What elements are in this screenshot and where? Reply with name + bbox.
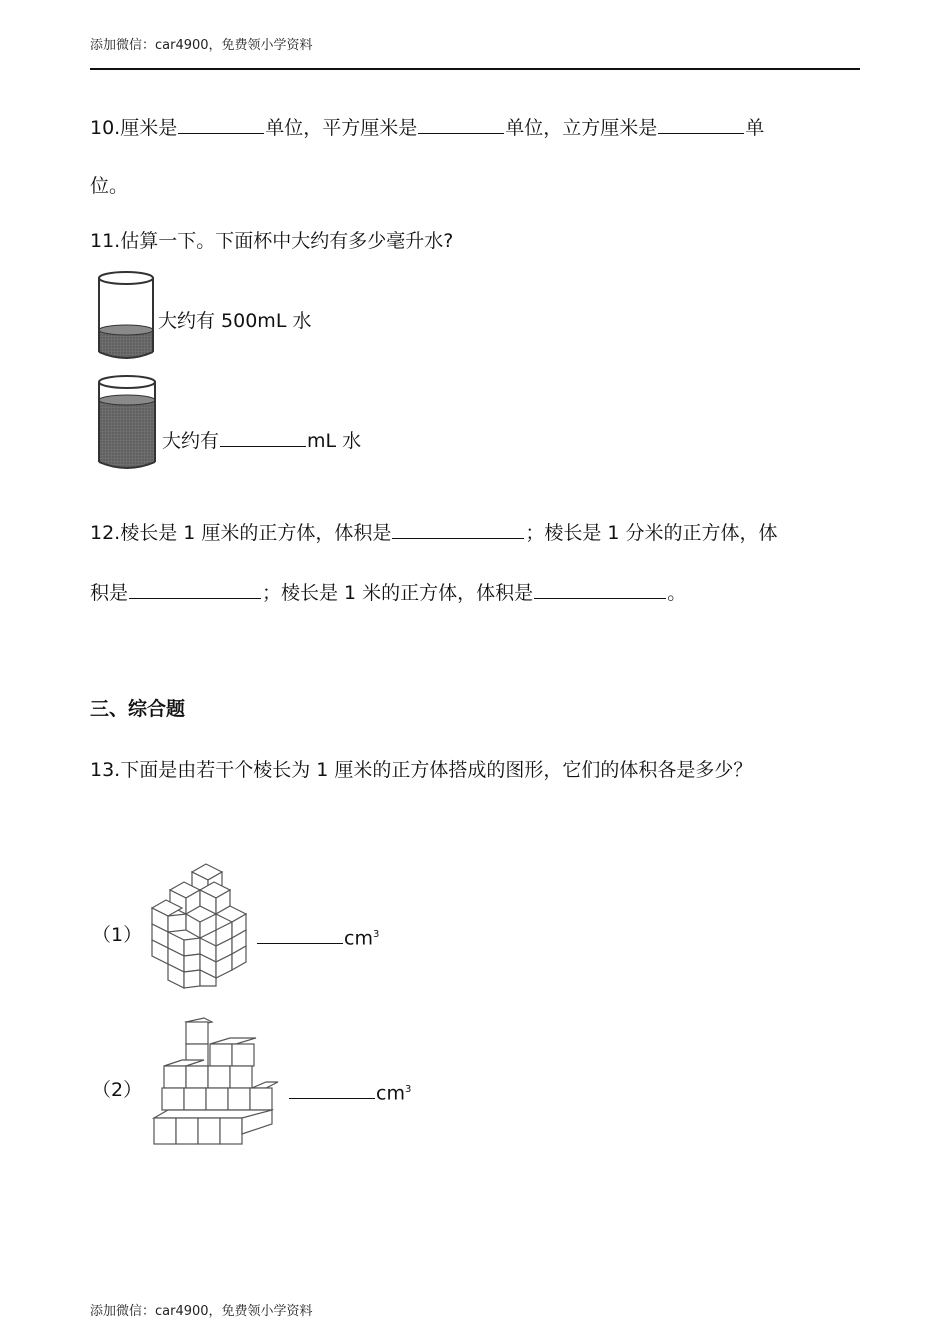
question-10-line-2: 位。 <box>90 175 129 197</box>
q12-blank-2[interactable] <box>129 579 261 599</box>
q10-text-3: 单位，立方厘米是 <box>505 117 658 139</box>
q12-text-3: 积是 <box>90 582 129 604</box>
page-header: 添加微信：car4900，免费领小学资料 <box>90 38 313 53</box>
question-10-line-1 <box>90 114 764 140</box>
cup-1-label: 大约有 500mL 水 <box>158 310 312 332</box>
page-footer: 添加微信：car4900，免费领小学资料 <box>90 1304 313 1319</box>
q13-item-2-blank[interactable] <box>289 1079 375 1099</box>
q12-text-4: ；棱长是 1 米的正方体，体积是 <box>262 582 534 604</box>
q13-item-1-answer <box>256 923 379 950</box>
q12-text-1: 棱长是 1 厘米的正方体，体积是 <box>120 522 392 544</box>
cup-2-suffix: mL 水 <box>307 430 362 452</box>
section-3-title: 三、综合题 <box>90 698 186 720</box>
q13-item-2-label: （2） <box>92 1079 143 1101</box>
q12-blank-1[interactable] <box>392 519 524 539</box>
q12-blank-3[interactable] <box>534 579 666 599</box>
q13-item-2-answer <box>288 1078 411 1105</box>
q13-item-2-unit: cm <box>376 1082 405 1105</box>
question-12-line-1 <box>90 519 778 545</box>
q10-blank-3[interactable] <box>658 114 744 134</box>
cube-stack-2-image <box>150 1014 284 1148</box>
q10-blank-1[interactable] <box>178 114 264 134</box>
q12-number: 12. <box>90 522 121 544</box>
q13-item-1-unit: cm <box>344 927 373 950</box>
q12-text-2: ；棱长是 1 分米的正方体，体 <box>525 522 778 544</box>
q10-text-1: 厘米是 <box>120 117 178 139</box>
q13-item-1-blank[interactable] <box>257 924 343 944</box>
q13-item-1-label: （1） <box>92 924 143 946</box>
question-13-stem: 13.下面是由若干个棱长为 1 厘米的正方体搭成的图形，它们的体积各是多少？ <box>90 759 753 781</box>
q10-text-2: 单位，平方厘米是 <box>265 117 418 139</box>
cup-2-prefix: 大约有 <box>162 430 220 452</box>
q13-item-2-unit-exp: 3 <box>404 1084 412 1095</box>
question-12-line-2 <box>90 579 686 605</box>
q10-number: 10. <box>90 117 121 139</box>
cup-2-blank[interactable] <box>220 427 306 447</box>
cup-2-label <box>162 427 361 453</box>
cup-2-image <box>94 372 160 474</box>
q10-text-4: 单 <box>745 117 765 139</box>
question-11-stem: 11.估算一下。下面杯中大约有多少毫升水? <box>90 230 454 252</box>
cube-stack-1-image <box>146 860 256 990</box>
header-rule <box>90 68 860 70</box>
q13-item-1-unit-exp: 3 <box>372 929 380 940</box>
q10-blank-2[interactable] <box>418 114 504 134</box>
q12-text-5: 。 <box>667 582 687 604</box>
cup-1-image <box>94 268 158 364</box>
